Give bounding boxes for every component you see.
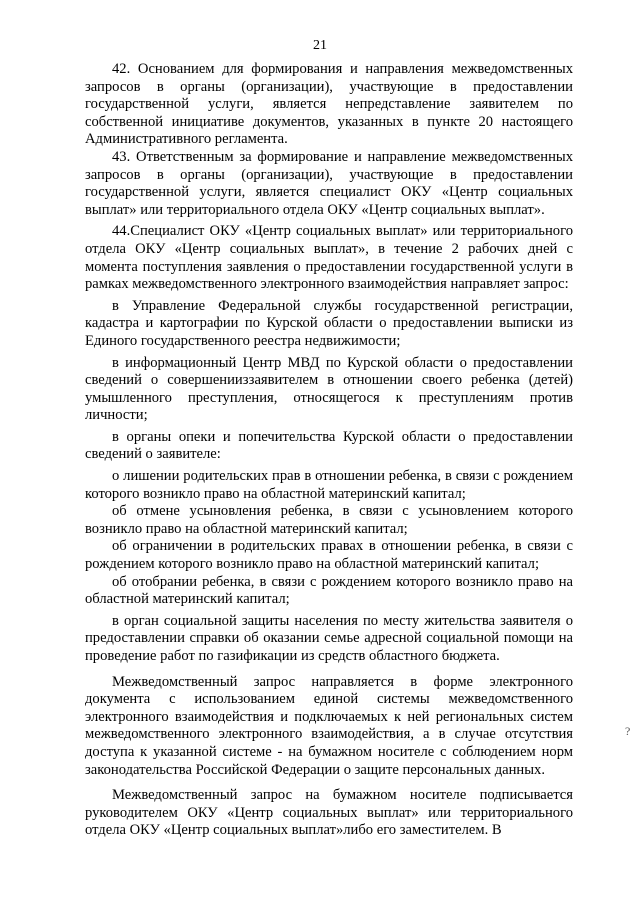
- guardianship-item-removal: об отобрании ребенка, в связи с рождением которого возникло право на областной материнский капитал;: [85, 573, 573, 608]
- paragraph-42: 42. Основанием для формирования и направления межведомственных запросов в органы (организации), участвующие в предоставлении государственной услуги, является непредставление заявителем по собственной инициативе документов, указанных в пункте 20 настоящего Административного регламента.: [85, 61, 573, 148]
- guardianship-item-adoption-cancel: об отмене усыновления ребенка, в связи с усыновлением которого возникло право на областной материнский капитал;: [85, 503, 573, 537]
- request-mvd: в информационный Центр МВД по Курской области о предоставлении сведений о совершенииззаявителем в отношении своего ребенка (детей) умышленного преступления, относящегося к преступлениям против личности;: [85, 354, 573, 424]
- page-number: 21: [313, 38, 327, 53]
- request-social-protection: в орган социальной защиты населения по месту жительства заявителя о предоставлении справки об оказании семье адресной социальной помощи на проведение работ по газификации из средств областного бюджета.: [85, 612, 573, 664]
- document-body: [85, 61, 573, 840]
- request-rosreestr: в Управление Федеральной службы государственной регистрации, кадастра и картографии по Курской области о предоставлении выписки из Единого государственного реестра недвижимости;: [85, 297, 573, 349]
- paragraph-43: 43. Ответственным за формирование и направление межведомственных запросов в органы (организации), участвующие в предоставлении государственной услуги, является специалист ОКУ «Центр социальных выплат» или территориального отдела ОКУ «Центр социальных выплат».: [85, 148, 573, 218]
- guardianship-item-deprivation: о лишении родительских прав в отношении ребенка, в связи с рождением которого возникло право на областной материнский капитал;: [85, 468, 573, 502]
- paragraph-paper-request: Межведомственный запрос на бумажном носителе подписывается руководителем ОКУ «Центр социальных выплат» или территориального отдела ОКУ «Центр социальных выплат»либо его заместителем. В: [85, 787, 573, 839]
- request-guardianship: в органы опеки и попечительства Курской области о предоставлении сведений о заявителе:: [85, 428, 573, 463]
- paragraph-44: 44.Специалист ОКУ «Центр социальных выплат» или территориального отдела ОКУ «Центр социальных выплат», в течение 2 рабочих дней с момента поступления заявления о предоставлении государственной услуги в рамках межведомственного электронного взаимодействия направляет запрос:: [85, 223, 573, 293]
- paragraph-electronic-request: Межведомственный запрос направляется в форме электронного документа с использованием единой системы межведомственного электронного взаимодействия и подключаемых к ней региональных систем межведомственного электронного взаимодействия, а в случае отсутствия доступа к указанной системе - на бумажном носителе с соблюдением норм законодательства Российской Федерации о защите персональных данных.: [85, 673, 573, 778]
- guardianship-item-restriction: об ограничении в родительских правах в отношении ребенка, в связи с рождением которого возникло право на областной материнский капитал;: [85, 538, 573, 573]
- margin-mark: ?: [625, 724, 631, 738]
